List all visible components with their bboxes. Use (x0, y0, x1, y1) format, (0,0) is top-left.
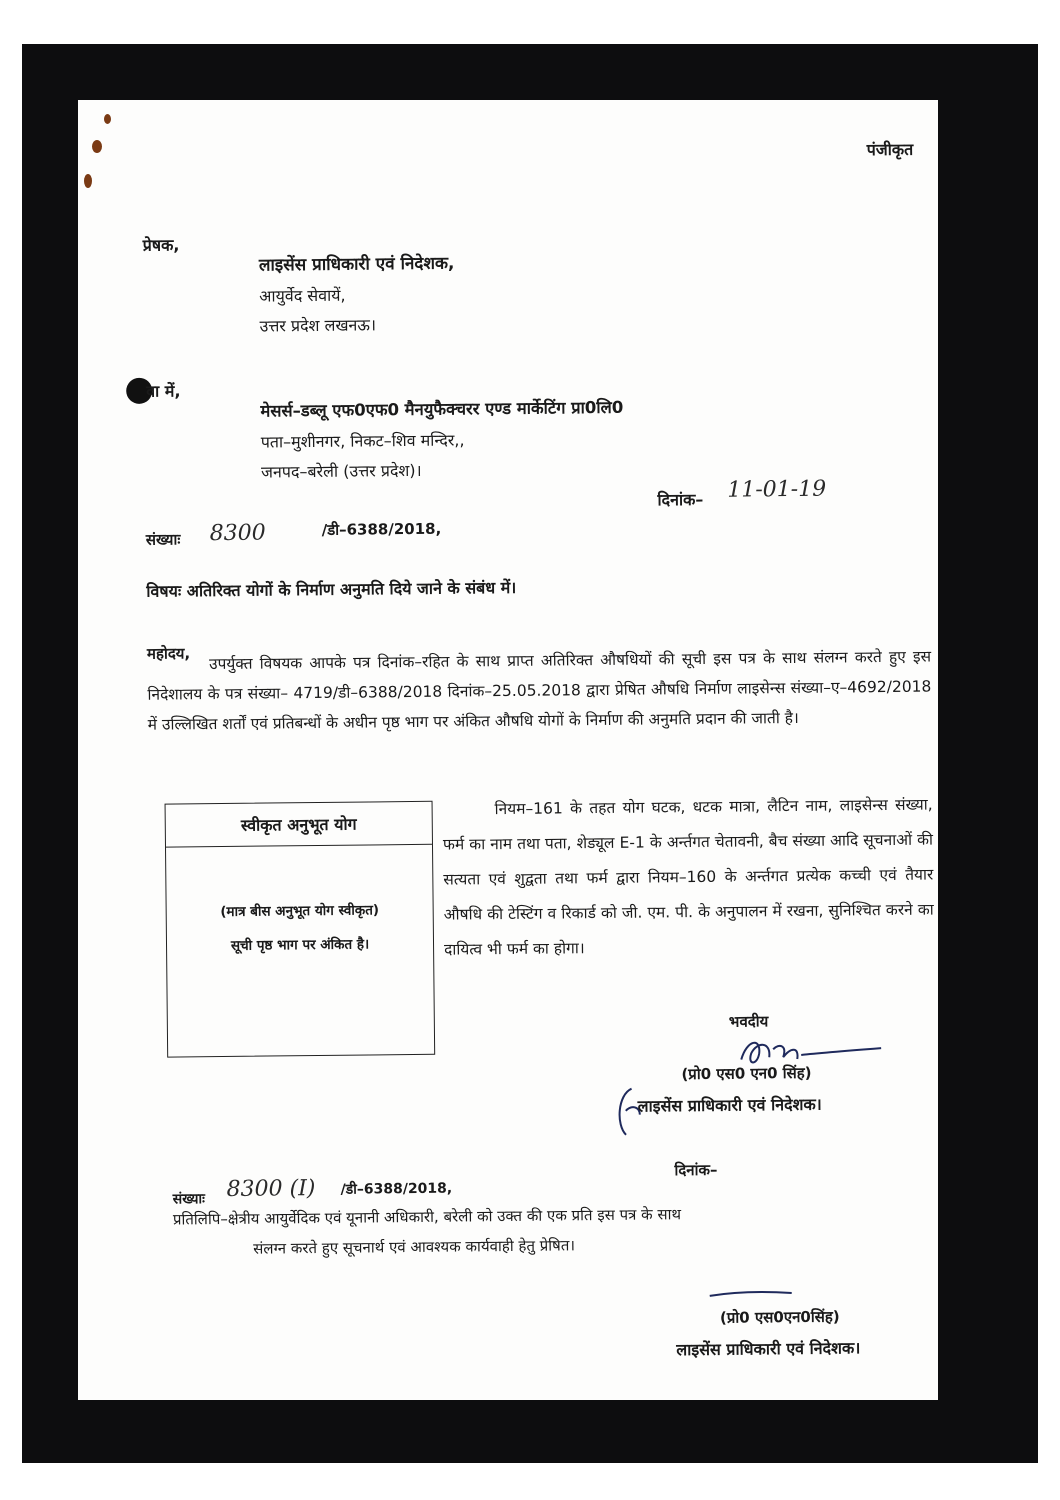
signatory-name: (प्रो0 एस0 एन0 सिंह) (681, 1063, 812, 1084)
signatory-title: लाइसेंस प्राधिकारी एवं निदेशक। (637, 1094, 822, 1116)
copy-ref-suffix: /डी–6388/2018, (340, 1180, 453, 1198)
reference-number: 8300 (209, 520, 266, 547)
signatory2-title: लाइसेंस प्राधिकारी एवं निदेशक। (676, 1338, 861, 1360)
sender-label: प्रेषक, (142, 235, 180, 255)
approved-box-body (166, 845, 433, 964)
sender-line2: आयुर्वेद सेवायें, (259, 285, 346, 306)
registered-label: पंजीकृत (866, 139, 914, 160)
copy-ref-number: 8300 (I) (226, 1176, 316, 1202)
sender-line1: लाइसेंस प्राधिकारी एवं निदेशक, (258, 253, 455, 276)
letter-page (78, 100, 938, 1400)
signatory2-name: (प्रो0 एस0एन0सिंह) (719, 1307, 840, 1327)
copy-line-2: संलग्न करते हुए सूचनार्थ एवं आवश्यक कार्यवाही हेतु प्रेषित। (253, 1236, 576, 1258)
reference-label: संख्याः (145, 530, 181, 549)
recipient-line1: मेसर्स–डब्लू एफ0एफ0 मैनयुफैक्चरर एण्ड मार्केटिंग प्रा0लि0 (260, 397, 624, 421)
body-paragraph-1: उपर्युक्त विषयक आपके पत्र दिनांक–रहित के साथ प्राप्त अतिरिक्त औषधियों की सूची इस पत्र के साथ संलग्न करते हुए इस निदेशालय के पत्र संख्या– 4719/डी–6388/2018 दिनांक–25.05.2018 द्वारा प्रेषित औषधि निर्माण लाइसेन्स संख्या–ए–4692/2018 में उल्लिखित शर्तों एवं प्रतिबन्धों के अधीन पृष्ठ भाग पर अंकित औषधि योगों के निर्माण की अनुमति प्रदान की जाती है। (147, 647, 932, 734)
body-paragraph-2: नियम–161 के तहत योग घटक, धटक मात्रा, लैटिन नाम, लाइसेन्स संख्या, फर्म का नाम तथा पता, शेड्यूल E-1 के अर्न्तगत चेतावनी, बैच संख्या आदि सूचनाओं की सत्यता एवं शुद्वता तथा फर्म द्वारा नियम–160 के अर्न्तगत प्रत्येक कच्ची एवं तैयार औषधि की टेस्टिंग व रिकार्ड को जी. एम. पी. के अनुपालन में रखना, सुनिश्चित करने का दायित्व भी फर्म का होगा। (442, 795, 934, 959)
sender-line3: उत्तर प्रदेश लखनऊ। (259, 315, 377, 336)
approved-box-line1: (मात्र बीस अनुभूत योग स्वीकृत) (220, 902, 380, 921)
copy-ref-label: संख्याः (172, 1191, 206, 1208)
approved-formulations-box (165, 801, 436, 1058)
closing-text: भवदीय (728, 1012, 769, 1031)
copy-date-label: दिनांक– (674, 1160, 718, 1180)
approved-box-line2: सूची पृष्ठ भाग पर अंकित है। (230, 936, 370, 954)
approved-box-title: स्वीकृत अनुभूत योग (166, 802, 432, 848)
date-label: दिनांक– (657, 489, 704, 510)
signature-stroke (706, 1287, 796, 1302)
salutation: महोदय, (146, 644, 191, 663)
subject-line: विषयः अतिरिक्त योगों के निर्माण अनुमति दिये जाने के संबंध में। (146, 577, 517, 601)
recipient-label: वा में, (146, 381, 181, 401)
date-value: 11-01-19 (727, 476, 827, 503)
reference-suffix: /डी–6388/2018, (321, 519, 442, 539)
recipient-line2: पता–मुशीनगर, निकट–शिव मन्दिर,, (260, 430, 465, 452)
copy-line-1: प्रतिलिपि–क्षेत्रीय आयुर्वेदिक एवं यूनानी अधिकारी, बरेली को उक्त की एक प्रति इस पत्र के साथ (172, 1205, 682, 1229)
recipient-line3: जनपद–बरेली (उत्तर प्रदेश)। (260, 460, 422, 482)
